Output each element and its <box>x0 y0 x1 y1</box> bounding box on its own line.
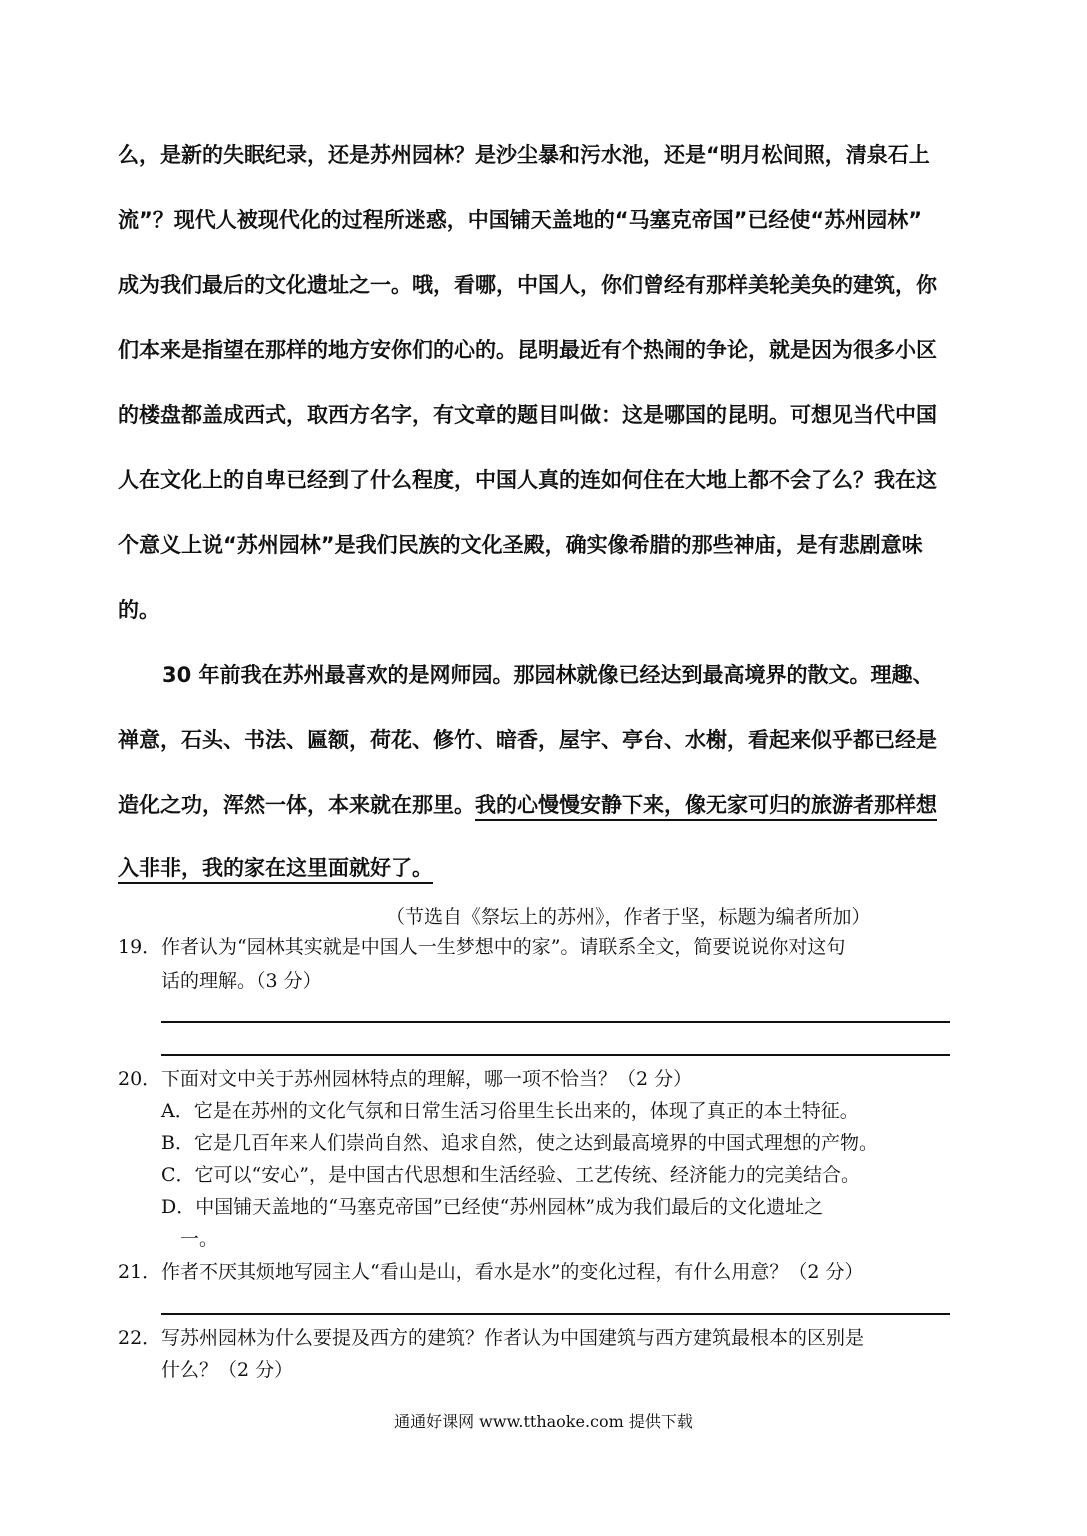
question-text-cont: 什么？（2 分） <box>161 1359 294 1381</box>
question-number: 21． <box>118 1261 162 1283</box>
passage-line: 流”？现代人被现代化的过程所迷惑，中国铺天盖地的“马塞克帝国”已经使“苏州园林” <box>118 208 923 232</box>
question-text-cont: 话的理解。（3 分） <box>161 970 322 992</box>
source-note: （节选自《祭坛上的苏州》，作者于坚，标题为编者所加） <box>386 906 871 928</box>
answer-line[interactable] <box>161 1021 950 1023</box>
passage-text: 造化之功，浑然一体，本来就在那里。 <box>118 793 475 817</box>
question-text: 下面对文中关于苏州园林特点的理解，哪一项不恰当？（2 分） <box>161 1068 693 1090</box>
question-text: 作者不厌其烦地写园主人“看山是山，看水是水”的变化过程，有什么用意？（2 分） <box>161 1261 864 1283</box>
paragraph-first-line: 30 年前我在苏州最喜欢的是网师园。那园林就像已经达到最高境界的散文。理趣、 <box>162 663 934 687</box>
passage-line: 成为我们最后的文化遗址之一。哦，看哪，中国人，你们曾经有那样美轮美奂的建筑，你 <box>118 273 937 297</box>
passage-line: 么，是新的失眠纪录，还是苏州园林？是沙尘暴和污水池，还是“明月松间照，清泉石上 <box>118 143 930 167</box>
option-a: A．它是在苏州的文化气氛和日常生活习俗里生长出来的，体现了真正的本土特征。 <box>161 1100 859 1122</box>
question-text: 作者认为“园林其实就是中国人一生梦想中的家”。请联系全文，简要说说你对这句 <box>161 936 846 958</box>
answer-line[interactable] <box>161 1054 950 1056</box>
passage-line: 人在文化上的自卑已经到了什么程度，中国人真的连如何住在大地上都不会了么？我在这 <box>118 468 937 492</box>
underlined-sentence: 我的心慢慢安静下来，像无家可归的旅游者那样想 <box>475 793 937 821</box>
question-text: 写苏州园林为什么要提及西方的建筑？作者认为中国建筑与西方建筑最根本的区别是 <box>161 1327 865 1349</box>
question-number: 20． <box>118 1068 162 1090</box>
underlined-sentence: 入非非，我的家在这里面就好了。 <box>118 856 433 884</box>
answer-line[interactable] <box>161 1313 950 1315</box>
passage-line: 的。 <box>118 598 160 622</box>
option-b: B．它是几百年来人们崇尚自然、追求自然，使之达到最高境界的中国式理想的产物。 <box>161 1132 878 1154</box>
passage-line <box>118 790 937 820</box>
passage-line <box>118 853 433 883</box>
passage-line: 的楼盘都盖成西式，取西方名字，有文章的题目叫做：这是哪国的昆明。可想见当代中国 <box>118 403 937 427</box>
option-d-cont: 一。 <box>180 1228 219 1250</box>
question-number: 22． <box>118 1327 162 1349</box>
option-c: C．它可以“安心”，是中国古代思想和生活经验、工艺传统、经济能力的完美结合。 <box>161 1164 860 1186</box>
passage-line: 禅意，石头、书法、匾额，荷花、修竹、暗香，屋宇、亭台、水榭，看起来似乎都已经是 <box>118 728 937 752</box>
option-d: D．中国铺天盖地的“马塞克帝国”已经使“苏州园林”成为我们最后的文化遗址之 <box>161 1196 824 1218</box>
question-number: 19． <box>118 936 162 958</box>
passage-line: 们本来是指望在那样的地方安你们的心的。昆明最近有个热闹的争论，就是因为很多小区 <box>118 338 937 362</box>
page-footer: 通通好课网 www.tthaoke.com 提供下载 <box>394 1412 693 1431</box>
passage-line: 个意义上说“苏州园林”是我们民族的文化圣殿，确实像希腊的那些神庙，是有悲剧意味 <box>118 533 923 557</box>
